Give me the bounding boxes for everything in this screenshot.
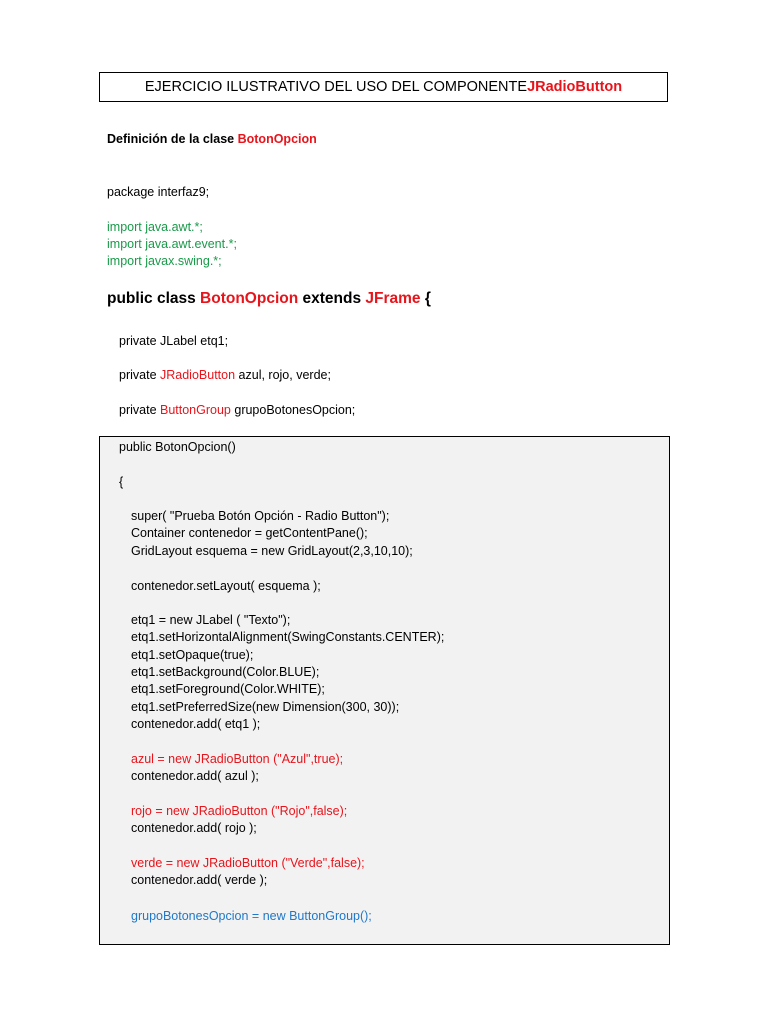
code-line-highlight: verde = new JRadioButton ("Verde",false);	[131, 856, 365, 870]
class-name: BotonOpcion	[200, 290, 299, 307]
title-prefix: EJERCICIO ILUSTRATIVO DEL USO DEL COMPONENTE	[144, 79, 528, 95]
code-line: etq1.setOpaque(true);	[131, 648, 254, 662]
document-title-box	[99, 72, 668, 102]
field-radio-modifier: private	[119, 368, 160, 382]
import-line: import java.awt.event.*;	[107, 237, 237, 251]
class-declaration	[107, 290, 431, 308]
class-keyword: public class	[107, 290, 201, 307]
code-line-group: grupoBotonesOpcion = new ButtonGroup();	[131, 909, 372, 923]
code-line: etq1.setHorizontalAlignment(SwingConstants.CENTER);	[131, 630, 445, 644]
definition-class-name: BotonOpcion	[237, 132, 317, 146]
definition-prefix: Definición de la clase	[107, 132, 238, 146]
code-line: GridLayout esquema = new GridLayout(2,3,10,10);	[131, 544, 413, 558]
code-line: super( "Prueba Botón Opción - Radio Button");	[131, 509, 390, 523]
code-line: contenedor.add( etq1 );	[131, 717, 261, 731]
code-line: etq1.setForeground(Color.WHITE);	[131, 682, 325, 696]
field-radio-names: azul, rojo, verde;	[235, 368, 331, 382]
field-etq: private JLabel etq1;	[119, 334, 229, 348]
code-line: contenedor.add( rojo );	[131, 821, 257, 835]
code-line: contenedor.add( azul );	[131, 769, 259, 783]
title-highlight: JRadioButton	[527, 79, 623, 95]
field-radio-type: JRadioButton	[160, 368, 236, 382]
code-line: etq1 = new JLabel ( "Texto");	[131, 613, 291, 627]
field-radio-buttons	[119, 367, 331, 384]
import-line: import javax.swing.*;	[107, 254, 222, 268]
definition-heading	[107, 132, 317, 146]
class-open-brace: {	[420, 290, 431, 307]
code-line: etq1.setPreferredSize(new Dimension(300, 30));	[131, 700, 400, 714]
code-line-highlight: rojo = new JRadioButton ("Rojo",false);	[131, 804, 348, 818]
package-line: package interfaz9;	[107, 185, 210, 199]
code-line: contenedor.setLayout( esquema );	[131, 579, 321, 593]
field-group-modifier: private	[119, 403, 160, 417]
code-line: contenedor.add( verde );	[131, 873, 268, 887]
constructor-open-brace: {	[119, 475, 124, 489]
extends-keyword: extends	[298, 290, 366, 307]
field-group-name: grupoBotonesOpcion;	[230, 403, 356, 417]
code-line: Container contenedor = getContentPane();	[131, 526, 368, 540]
code-line-highlight: azul = new JRadioButton ("Azul",true);	[131, 752, 344, 766]
parent-class: JFrame	[365, 290, 421, 307]
code-line: etq1.setBackground(Color.BLUE);	[131, 665, 320, 679]
constructor-signature: public BotonOpcion()	[119, 440, 236, 454]
field-button-group	[119, 402, 355, 419]
field-group-type: ButtonGroup	[160, 403, 231, 417]
import-line: import java.awt.*;	[107, 220, 203, 234]
